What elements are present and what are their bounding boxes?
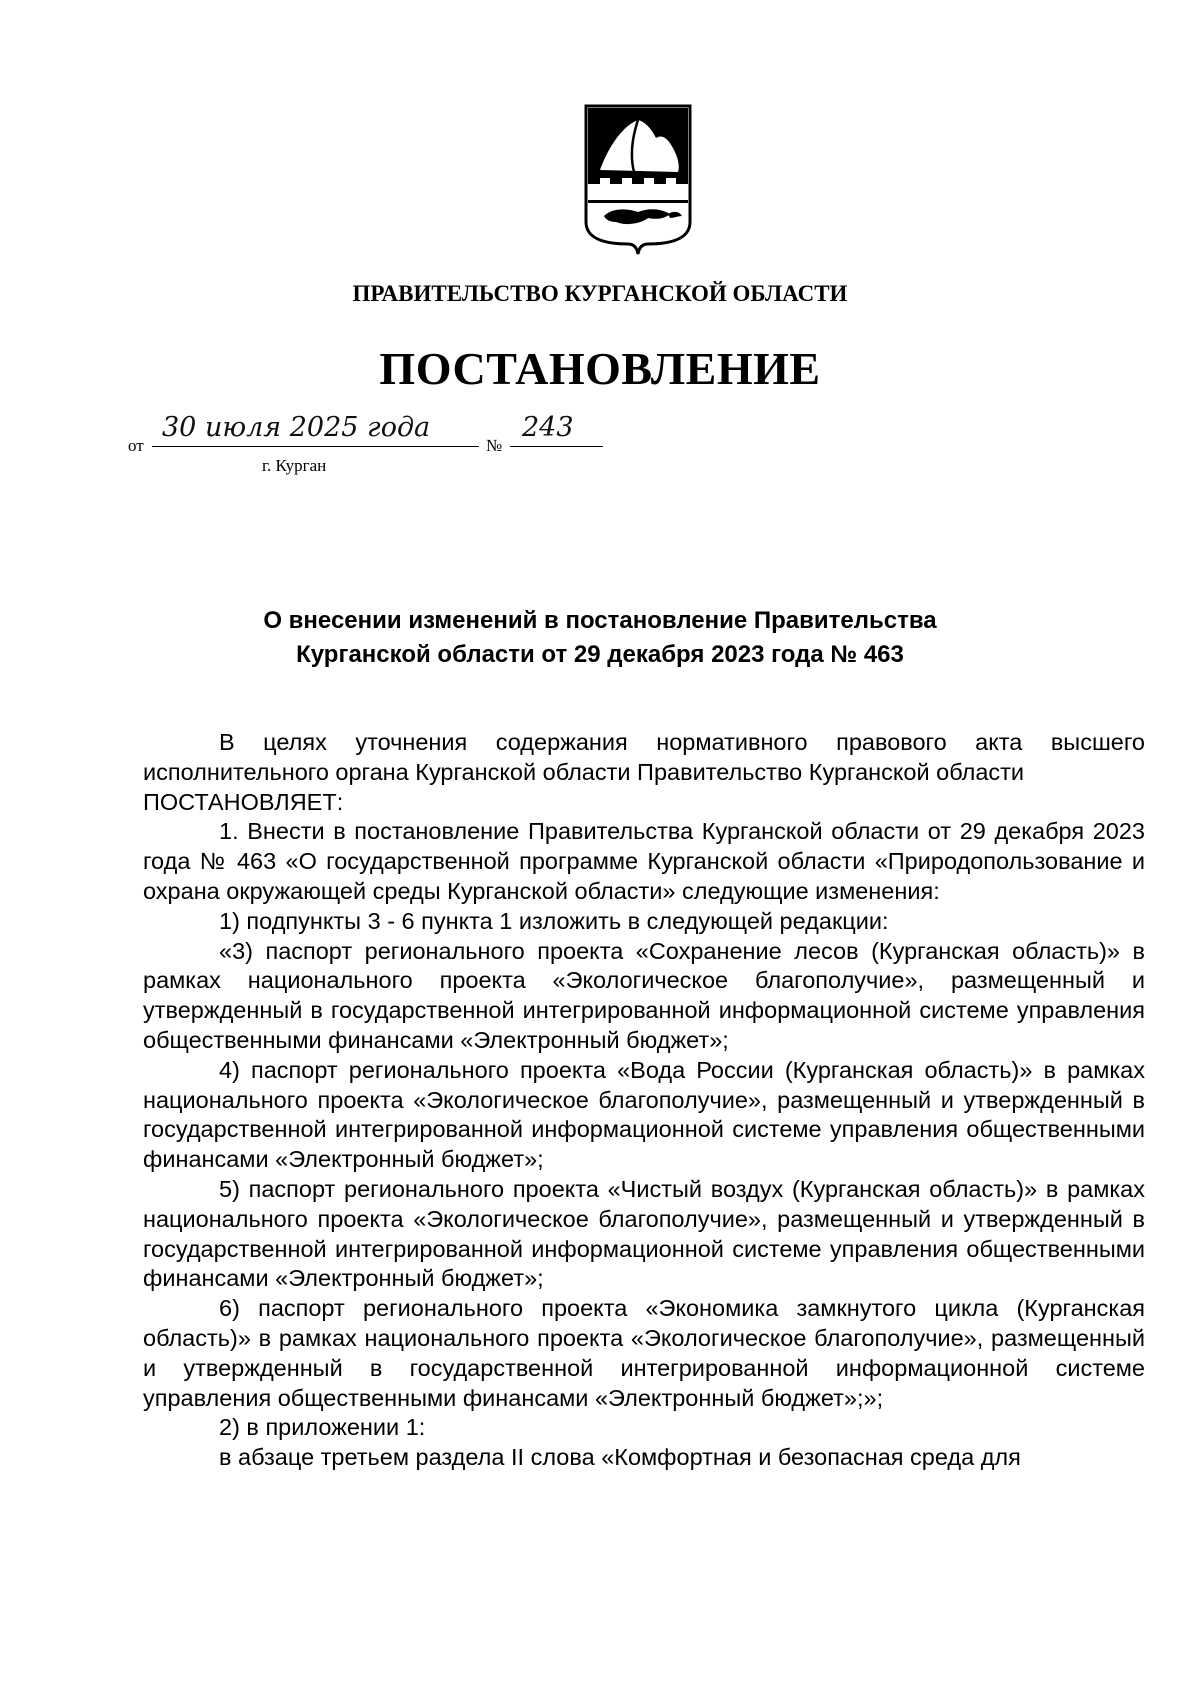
subject-line-1: О внесении изменений в постановление Правительства xyxy=(263,607,937,634)
document-subject xyxy=(0,604,1200,672)
body-paragraph: 6) паспорт регионального проекта «Экономика замкнутого цикла (Курганская область)» в рамках национального проекта «Экологическое благополучие», размещенный и утвержденный в государственной интегрированной информационной системе управления общественными финансами «Электронный бюджет»;»; xyxy=(143,1295,1145,1411)
body-paragraph: 1) подпункты 3 - 6 пункта 1 изложить в следующей редакции: xyxy=(219,907,889,934)
document-type-title: ПОСТАНОВЛЕНИЕ xyxy=(379,343,821,394)
city: г. Курган xyxy=(262,456,327,475)
date-handwritten: 30 июля 2025 года xyxy=(162,412,431,443)
number-prefix: № xyxy=(486,436,503,455)
document-body xyxy=(143,728,1145,1473)
body-paragraph: 1. Внести в постановление Правительства Курганской области от 29 декабря 2023 года № 463 «О государственной программе Курганской области «Природопользование и охрана окружающей среды Курганской области» следующие изменения: xyxy=(143,818,1145,904)
subject-line-2: Курганской области от 29 декабря 2023 года № 463 xyxy=(296,641,904,668)
coat-of-arms-emblem xyxy=(582,104,694,256)
body-paragraph: 5) паспорт регионального проекта «Чистый воздух (Курганская область)» в рамках национального проекта «Экологическое благополучие», размещенный и утвержденный в государственной интегрированной информационной системе управления общественными финансами «Электронный бюджет»; xyxy=(143,1175,1145,1292)
body-paragraph: «3) паспорт регионального проекта «Сохранение лесов (Курганская область)» в рамках национального проекта «Экологическое благополучие», размещенный и утвержденный в государственной интегрированной информационной системе управления общественными финансами «Электронный бюджет»; xyxy=(143,937,1145,1053)
body-paragraph: в абзаце третьем раздела II слова «Комфортная и безопасная среда для xyxy=(219,1444,1021,1471)
body-paragraph: 2) в приложении 1: xyxy=(219,1414,426,1441)
number-underline xyxy=(510,446,603,447)
number-handwritten: 243 xyxy=(522,412,574,443)
body-paragraph-resolves: ПОСТАНОВЛЯЕТ: xyxy=(143,788,344,815)
date-prefix: от xyxy=(128,436,144,455)
body-paragraph: 4) паспорт регионального проекта «Вода России (Курганская область)» в рамках национального проекта «Экологическое благополучие», размещенный и утвержденный в государственной интегрированной информационной системе управления общественными финансами «Электронный бюджет»; xyxy=(143,1056,1145,1173)
body-paragraph: В целях уточнения содержания нормативного правового акта высшего исполнительного органа Курганской области Правительство Курганской области xyxy=(143,729,1145,785)
date-underline xyxy=(152,446,479,447)
government-name: ПРАВИТЕЛЬСТВО КУРГАНСКОЙ ОБЛАСТИ xyxy=(352,281,848,306)
